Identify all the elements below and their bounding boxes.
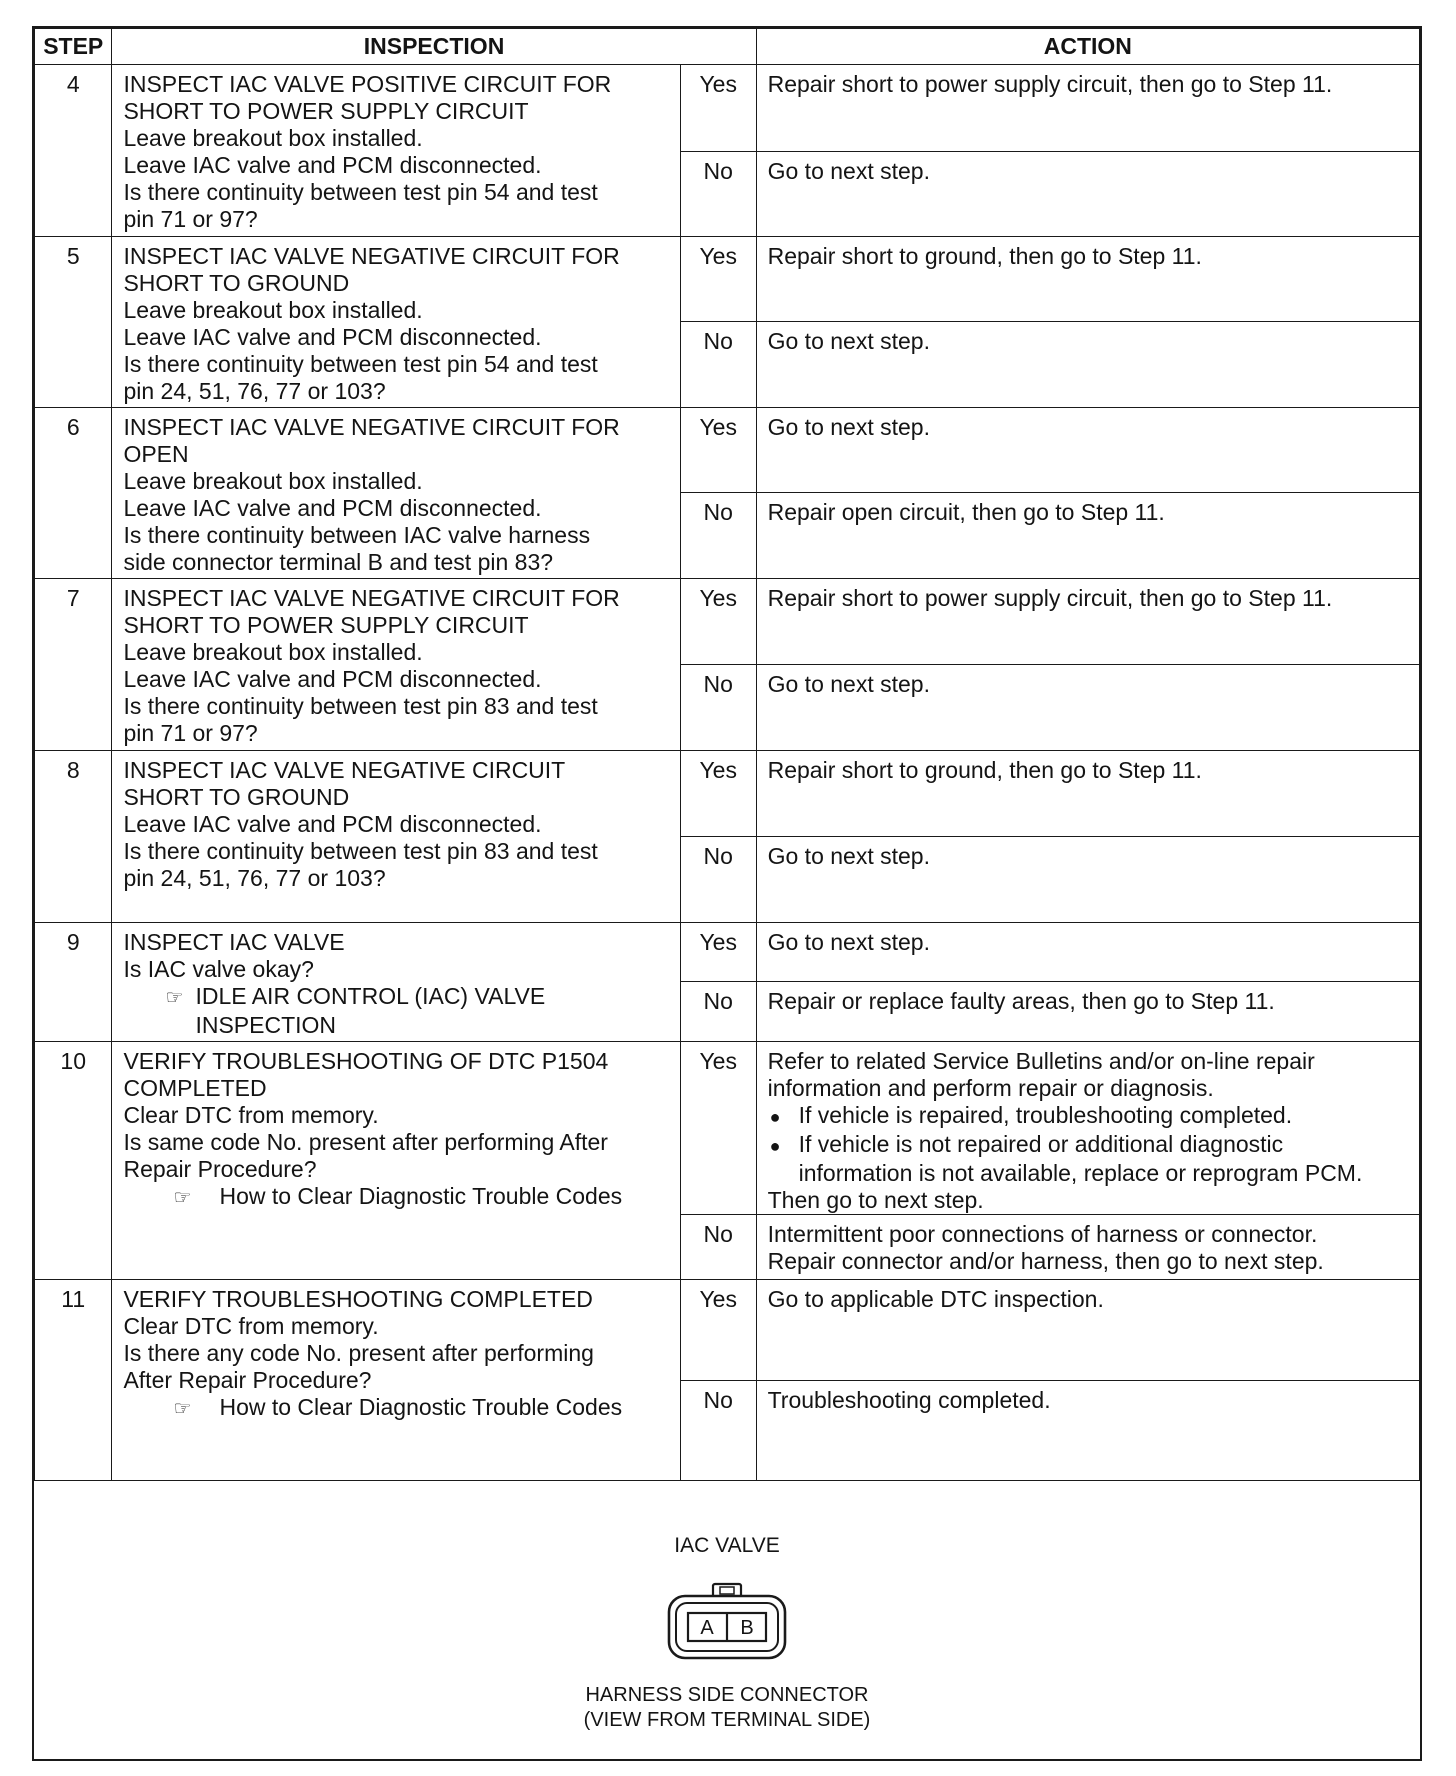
yes-action (756, 579, 1419, 665)
inspection-line: Leave IAC valve and PCM disconnected. (123, 324, 542, 350)
bullet-item (768, 1102, 1411, 1131)
step-row (35, 579, 1420, 665)
no-label: No (680, 493, 756, 579)
yes-label: Yes (680, 923, 756, 982)
step-row (35, 1042, 1420, 1215)
inspection-cell (112, 1280, 680, 1481)
action-line: Repair short to ground, then go to Step 11. (767, 243, 1202, 269)
inspection-line: Leave IAC valve and PCM disconnected. (123, 495, 542, 521)
no-label: No (680, 665, 756, 751)
reference-text: How to Clear Diagnostic Trouble Codes (219, 1394, 623, 1420)
inspection-line: INSPECT IAC VALVE NEGATIVE CIRCUIT (123, 757, 566, 783)
yes-action (756, 65, 1419, 152)
inspection-line: Leave IAC valve and PCM disconnected. (123, 811, 542, 837)
header-row (35, 29, 1420, 65)
no-label: No (680, 1381, 756, 1481)
no-action (756, 837, 1419, 923)
step-number: 7 (35, 579, 112, 751)
bullet-dot-icon: ● (769, 1107, 781, 1127)
inspection-line: SHORT TO POWER SUPPLY CIRCUIT (123, 98, 529, 124)
step-number: 4 (35, 65, 112, 237)
inspection-line: INSPECT IAC VALVE NEGATIVE CIRCUIT FOR (123, 243, 620, 269)
inspection-line: Is IAC valve okay? (123, 956, 314, 982)
header-step: STEP (35, 29, 112, 65)
inspection-line: Leave breakout box installed. (123, 468, 423, 494)
yes-label: Yes (680, 65, 756, 152)
inspection-line: Is there any code No. present after performing (123, 1340, 594, 1366)
step-number: 8 (35, 751, 112, 923)
pointing-hand-icon: ☞ (173, 1398, 192, 1420)
no-label: No (680, 1215, 756, 1280)
action-line: information and perform repair or diagnosis. (767, 1075, 1214, 1101)
no-label: No (680, 152, 756, 237)
yes-label: Yes (680, 751, 756, 837)
bullet-text: If vehicle is not repaired or additional diagnostic (798, 1131, 1284, 1157)
yes-label: Yes (680, 408, 756, 493)
document-sheet (32, 26, 1422, 1761)
inspection-cell (112, 579, 680, 751)
inspection-line: VERIFY TROUBLESHOOTING COMPLETED (123, 1286, 593, 1312)
action-line: Repair short to power supply circuit, then go to Step 11. (767, 71, 1333, 97)
inspection-line: Leave breakout box installed. (123, 639, 423, 665)
action-line: Go to next step. (767, 158, 930, 184)
action-line: Repair short to ground, then go to Step 11. (767, 757, 1202, 783)
inspection-line: Repair Procedure? (123, 1156, 317, 1182)
action-line: Repair open circuit, then go to Step 11. (767, 499, 1165, 525)
step-number: 9 (35, 923, 112, 1042)
no-action (756, 322, 1419, 408)
inspection-cell (112, 408, 680, 579)
inspection-line: COMPLETED (123, 1075, 267, 1101)
header-inspection: INSPECTION (112, 29, 756, 65)
yes-label: Yes (680, 1280, 756, 1381)
pointing-hand-icon: ☞ (165, 987, 184, 1009)
no-label: No (680, 837, 756, 923)
yes-action (756, 237, 1419, 322)
inspection-line: pin 24, 51, 76, 77 or 103? (123, 378, 386, 404)
action-line: Refer to related Service Bulletins and/or on-line repair (767, 1048, 1315, 1074)
step-number: 10 (35, 1042, 112, 1280)
troubleshooting-table (34, 28, 1420, 1481)
connector-figure (34, 1484, 1420, 1761)
step-row (35, 751, 1420, 837)
yes-action: Go to next step. (756, 923, 1419, 982)
inspection-line: SHORT TO GROUND (123, 270, 350, 296)
action-line: Then go to next step. (767, 1187, 984, 1213)
yes-action (756, 1042, 1419, 1215)
figure-caption-line2: (VIEW FROM TERMINAL SIDE) (583, 1709, 871, 1731)
inspection-line: INSPECT IAC VALVE NEGATIVE CIRCUIT FOR (123, 585, 620, 611)
figure-caption-line1: HARNESS SIDE CONNECTOR (585, 1684, 869, 1706)
action-line: Go to next step. (767, 671, 930, 697)
action-line: Intermittent poor connections of harness or connector. (767, 1221, 1318, 1247)
step-row (35, 1280, 1420, 1381)
reference-link-cont: INSPECTION (195, 1012, 337, 1038)
terminal-a-label: A (700, 1617, 714, 1639)
inspection-line: Is there continuity between test pin 54 and test (123, 351, 598, 377)
inspection-line: pin 24, 51, 76, 77 or 103? (123, 865, 386, 891)
action-line: Go to next step. (767, 843, 930, 869)
step-number: 11 (35, 1280, 112, 1481)
inspection-line: side connector terminal B and test pin 83? (123, 549, 554, 575)
yes-label: Yes (680, 1042, 756, 1215)
inspection-line: Leave IAC valve and PCM disconnected. (123, 666, 542, 692)
reference-link (123, 1183, 671, 1212)
inspection-line: Leave breakout box installed. (123, 125, 423, 151)
no-action (756, 1215, 1419, 1280)
inspection-line: Is there continuity between test pin 54 and test (123, 179, 598, 205)
step-number: 5 (35, 237, 112, 408)
action-line: Repair short to power supply circuit, then go to Step 11. (767, 585, 1333, 611)
inspection-line: OPEN (123, 441, 189, 467)
bullet-dot-icon: ● (769, 1136, 781, 1156)
inspection-cell (112, 65, 680, 237)
no-action: Troubleshooting completed. (756, 1381, 1419, 1481)
connector-diagram-icon (665, 1582, 789, 1662)
inspection-line: INSPECT IAC VALVE (123, 929, 345, 955)
inspection-cell (112, 1042, 680, 1280)
inspection-line: Is same code No. present after performing After (123, 1129, 608, 1155)
inspection-line: INSPECT IAC VALVE NEGATIVE CIRCUIT FOR (123, 414, 620, 440)
step-row (35, 237, 1420, 322)
inspection-line: INSPECT IAC VALVE POSITIVE CIRCUIT FOR (123, 71, 612, 97)
inspection-line: Leave breakout box installed. (123, 297, 423, 323)
inspection-line: VERIFY TROUBLESHOOTING OF DTC P1504 (123, 1048, 609, 1074)
terminal-b-label: B (740, 1617, 754, 1639)
figure-title: IAC VALVE (674, 1534, 780, 1557)
inspection-line: Is there continuity between IAC valve harness (123, 522, 591, 548)
no-label: No (680, 982, 756, 1042)
inspection-cell (112, 923, 680, 1042)
yes-action (756, 751, 1419, 837)
step-number: 6 (35, 408, 112, 579)
yes-action: Go to applicable DTC inspection. (756, 1280, 1419, 1381)
no-label: No (680, 322, 756, 408)
inspection-line: pin 71 or 97? (123, 206, 258, 232)
header-action: ACTION (756, 29, 1419, 65)
no-action (756, 665, 1419, 751)
no-action (756, 493, 1419, 579)
inspection-line: SHORT TO GROUND (123, 784, 350, 810)
action-line: Go to next step. (767, 414, 930, 440)
step-row (35, 408, 1420, 493)
action-line: Repair connector and/or harness, then go to next step. (767, 1248, 1324, 1274)
inspection-line: Clear DTC from memory. (123, 1102, 379, 1128)
yes-label: Yes (680, 237, 756, 322)
reference-link (123, 983, 671, 1012)
bullet-text-cont: information is not available, replace or reprogram PCM. (798, 1160, 1363, 1186)
inspection-line: Is there continuity between test pin 83 and test (123, 693, 598, 719)
inspection-line: pin 71 or 97? (123, 720, 258, 746)
action-line: Go to next step. (767, 328, 930, 354)
bullet-item (768, 1131, 1411, 1160)
no-action: Repair or replace faulty areas, then go to Step 11. (756, 982, 1419, 1042)
bullet-text: If vehicle is repaired, troubleshooting completed. (798, 1102, 1293, 1128)
no-action (756, 152, 1419, 237)
reference-link (123, 1394, 671, 1423)
yes-action (756, 408, 1419, 493)
yes-label: Yes (680, 579, 756, 665)
step-row (35, 923, 1420, 982)
reference-text: How to Clear Diagnostic Trouble Codes (219, 1183, 623, 1209)
inspection-line: Is there continuity between test pin 83 and test (123, 838, 598, 864)
inspection-cell (112, 237, 680, 408)
inspection-cell (112, 751, 680, 923)
inspection-line: After Repair Procedure? (123, 1367, 372, 1393)
inspection-line: Leave IAC valve and PCM disconnected. (123, 152, 542, 178)
inspection-line: Clear DTC from memory. (123, 1313, 379, 1339)
pointing-hand-icon: ☞ (173, 1187, 192, 1209)
inspection-line: SHORT TO POWER SUPPLY CIRCUIT (123, 612, 529, 638)
reference-text: IDLE AIR CONTROL (IAC) VALVE (195, 983, 546, 1009)
step-row (35, 65, 1420, 152)
